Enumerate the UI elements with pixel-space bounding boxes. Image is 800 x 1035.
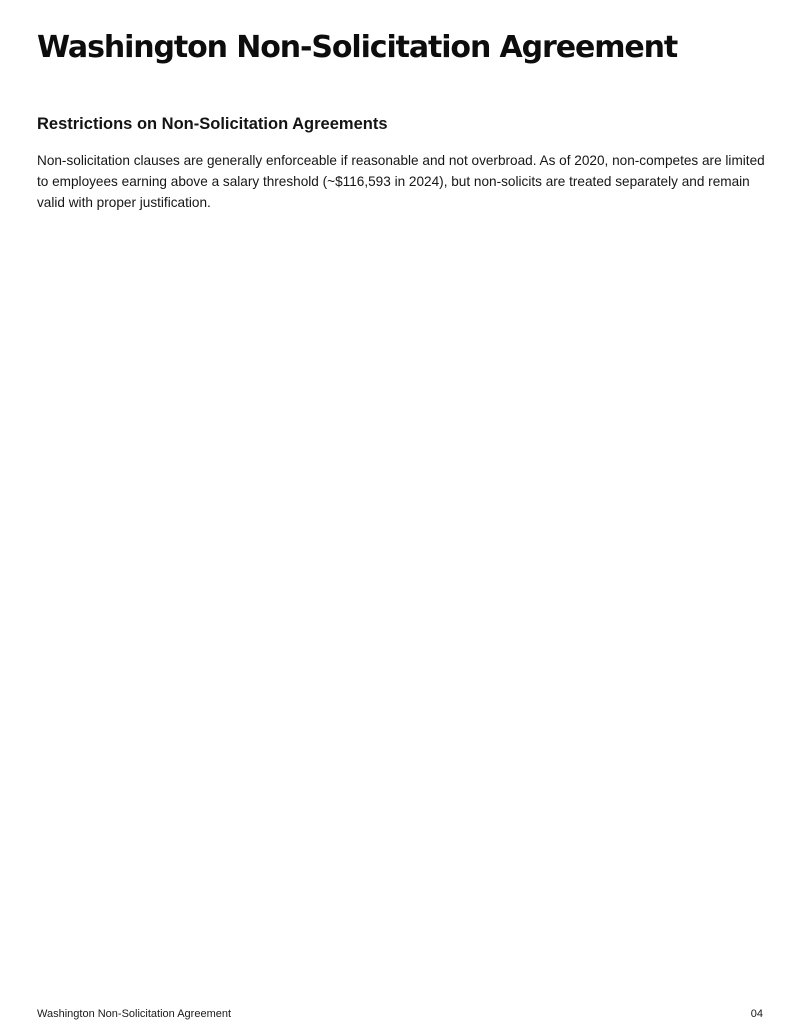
- footer-page-number: 04: [750, 1008, 763, 1020]
- page-title: Washington Non-Solicitation Agreement: [37, 30, 678, 65]
- footer-document-title: Washington Non-Solicitation Agreement: [37, 1008, 232, 1020]
- section-heading: Restrictions on Non-Solicitation Agreements: [37, 115, 388, 133]
- section-body-paragraph: Non-solicitation clauses are generally enforceable if reasonable and not overbroad. As of 2020, non-competes are limited to employees earning above a salary threshold (~$116,593 in 2024), but non-solicits are treated separately and remain valid with proper justification.: [37, 153, 765, 210]
